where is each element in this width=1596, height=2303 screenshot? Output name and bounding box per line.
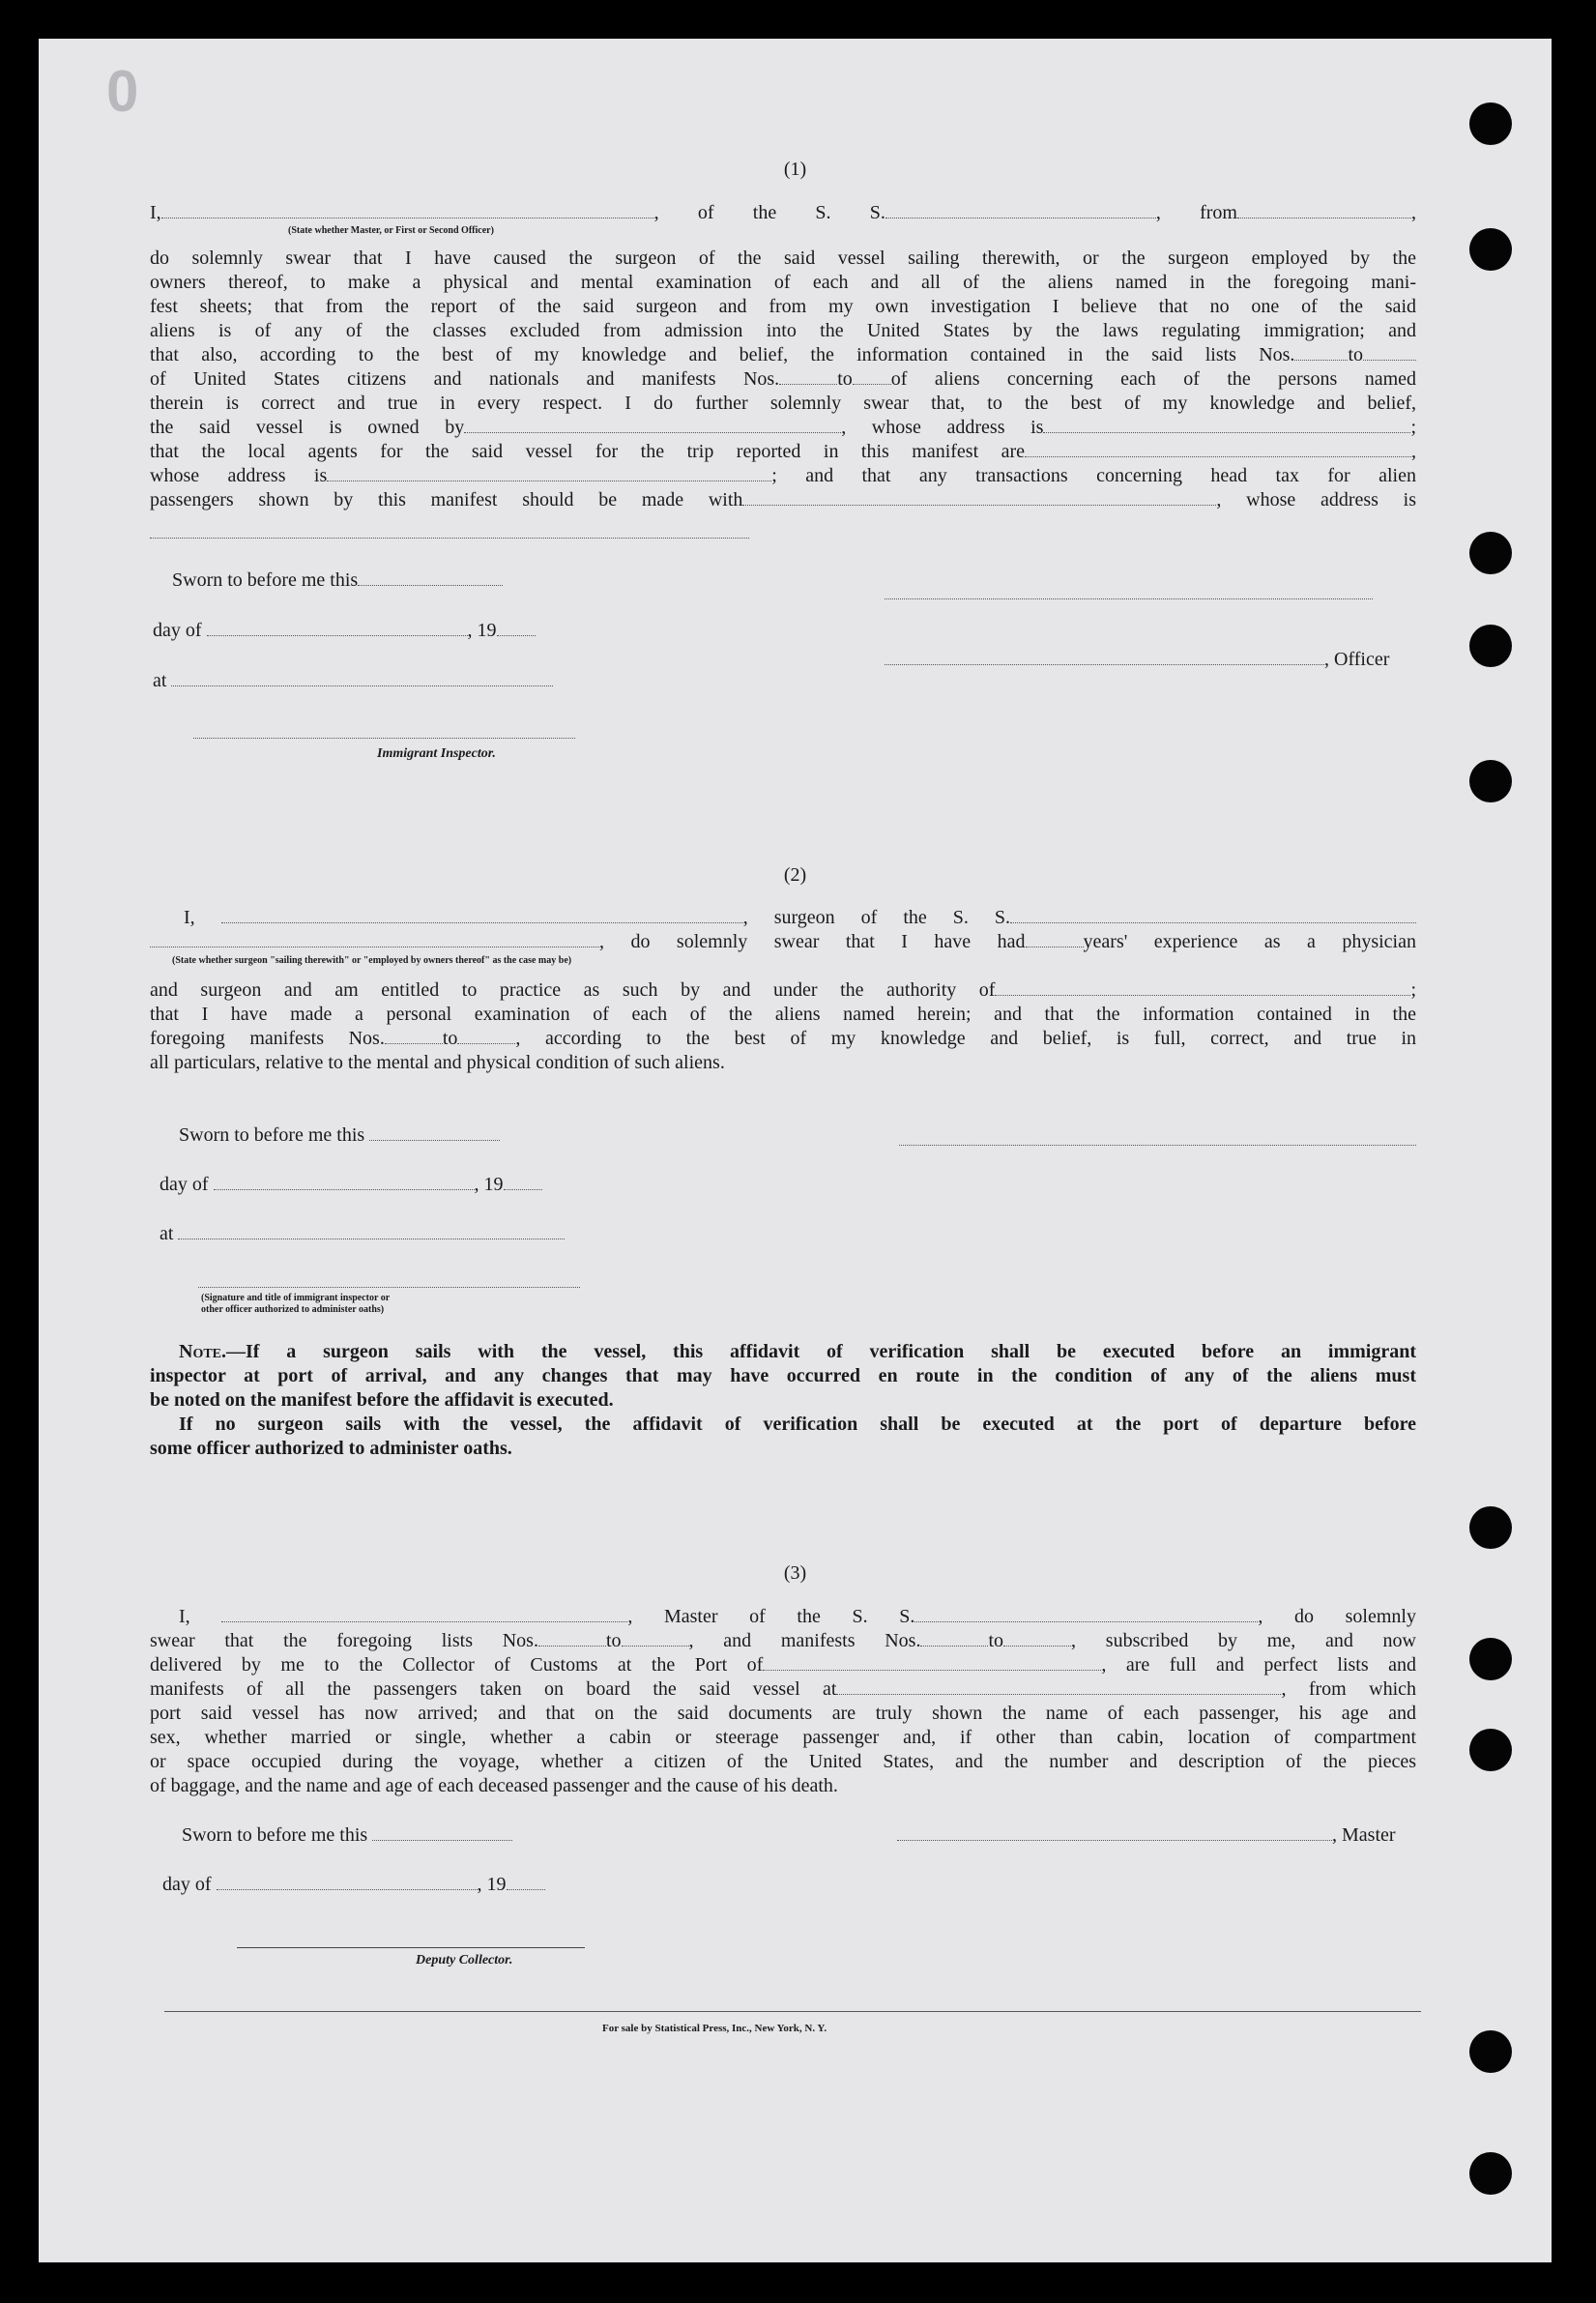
s1-line-1: I, , of the S. S. , from , (150, 202, 1416, 223)
punch-hole-icon (1469, 760, 1512, 802)
s2-line-5: foregoing manifests Nos. to , according to the best of my knowledge and belief, is full, correct, and true in (150, 1028, 1417, 1049)
s3-vessel-field[interactable] (914, 1606, 1258, 1622)
s2-at-field[interactable] (178, 1223, 565, 1239)
s3-lists-to-field[interactable] (622, 1630, 689, 1647)
s1-day-field[interactable] (207, 620, 468, 636)
owner-field[interactable] (464, 417, 841, 433)
s3-master: , Master (897, 1823, 1396, 1848)
deputy-collector-caption: Deputy Collector. (416, 1953, 513, 1968)
punch-hole-icon (1469, 1729, 1512, 1771)
years-experience-field[interactable] (1026, 931, 1084, 947)
master-name-field[interactable] (221, 1606, 627, 1622)
boarding-port-field[interactable] (836, 1678, 1281, 1695)
s2-signature-caption-1: (Signature and title of immigrant inspector or (201, 1293, 391, 1303)
manifests-from-field[interactable] (779, 368, 837, 385)
note-line-2: inspector at port of arrival, and any changes that may have occurred en route in the condition of any of the aliens must (150, 1365, 1416, 1386)
s1-line-2: do solemnly swear that I have caused the surgeon of the said vessel sailing therewith, or the surgeon employed by the (150, 248, 1416, 269)
s1-officer-signature-line-2[interactable] (885, 649, 1324, 665)
s2-vessel-field[interactable] (1010, 907, 1416, 923)
s1-officer-signature-line-1[interactable] (885, 598, 1373, 599)
surgeon-type-field[interactable] (150, 931, 599, 947)
punch-hole-icon (1469, 2152, 1512, 2195)
punch-hole-icon (1469, 532, 1512, 574)
s3-manifests-to-field[interactable] (1003, 1630, 1071, 1647)
s2-inspector-signature-line[interactable] (198, 1286, 580, 1288)
s1-line-11: whose address is ; and that any transactions concerning head tax for alien (150, 465, 1416, 486)
s3-collector-signature-line[interactable] (237, 1946, 585, 1948)
vessel-name-field[interactable] (885, 202, 1156, 219)
note-line-3: be noted on the manifest before the affidavit is executed. (150, 1389, 614, 1411)
manifests-to-field[interactable] (853, 368, 891, 385)
s1-at: at (153, 669, 553, 693)
s3-sworn: Sworn to before me this (182, 1823, 512, 1848)
s3-line-5: port said vessel has now arrived; and that on the said documents are truly shown the name of each passenger, his age and (150, 1703, 1416, 1724)
s2-day-field[interactable] (214, 1174, 475, 1190)
punch-hole-icon (1469, 2030, 1512, 2073)
lists-to-field[interactable] (1363, 344, 1416, 361)
bleed-through-mark: 0 (106, 59, 139, 124)
form-page (39, 39, 1552, 2262)
surgeon-name-field[interactable] (221, 907, 743, 923)
s1-line-8: therein is correct and true in every respect. I do further solemnly swear that, to the best of my knowledge and belief, (150, 393, 1416, 414)
s2-line-1: I, , surgeon of the S. S. (150, 906, 1416, 930)
s1-inspector-signature-line[interactable] (193, 737, 575, 739)
s1-line-7: of United States citizens and nationals and manifests Nos. to of aliens concerning each of the persons named (150, 368, 1417, 390)
s2-sworn: Sworn to before me this (179, 1123, 500, 1148)
s1-line-5: aliens is of any of the classes excluded from admission into the United States by the laws regulating immigration; and (150, 320, 1416, 341)
s2-line-2: , do solemnly swear that I have had years' experience as a physician (150, 930, 1416, 954)
head-tax-field[interactable] (742, 489, 1216, 506)
s2-manifests-to-field[interactable] (457, 1028, 515, 1044)
s2-line-4: that I have made a personal examination of each of the aliens named herein; and that the information contained in the (150, 1004, 1416, 1025)
note-line-5: some officer authorized to administer oaths. (150, 1438, 512, 1459)
s2-day-of: day of , 19 (160, 1173, 542, 1197)
s1-officer: , Officer (885, 648, 1389, 672)
punch-hole-icon (1469, 1638, 1512, 1680)
officer-field[interactable] (161, 202, 654, 219)
surgeon-type-hint: (State whether surgeon "sailing therewith" or "employed by owners thereof" as the case may be) (172, 955, 572, 966)
s1-at-field[interactable] (171, 670, 553, 686)
s2-line-6: all particulars, relative to the mental and physical condition of such aliens. (150, 1052, 725, 1073)
s3-day-field[interactable] (217, 1874, 478, 1890)
s3-line-7: or space occupied during the voyage, whether a citizen of the United States, and the number and description of the pieces (150, 1751, 1416, 1772)
s1-line-9: the said vessel is owned by , whose address is ; (150, 417, 1416, 438)
s1-line-3: owners thereof, to make a physical and mental examination of each and all of the aliens named in the foregoing mani- (150, 272, 1416, 293)
from-port-field[interactable] (1237, 202, 1411, 219)
owner-address-field[interactable] (1043, 417, 1410, 433)
head-tax-address-line[interactable] (150, 537, 749, 539)
note-line-1: Note.—If a surgeon sails with the vessel, this affidavit of verification shall be executed before an immigrant (179, 1341, 1416, 1362)
section-1-number: (1) (783, 159, 807, 180)
agent-address-field[interactable] (327, 465, 771, 481)
s3-line-4: manifests of all the passengers taken on board the said vessel at , from which (150, 1678, 1416, 1700)
s3-sworn-field[interactable] (372, 1824, 512, 1841)
s3-line-1: I, , Master of the S. S. , do solemnly (179, 1606, 1416, 1627)
s2-manifests-from-field[interactable] (385, 1028, 443, 1044)
s3-line-2: swear that the foregoing lists Nos. to , and manifests Nos. to , subscribed by me, and now (150, 1630, 1417, 1651)
s3-lists-from-field[interactable] (538, 1630, 606, 1647)
lists-from-field[interactable] (1294, 344, 1348, 361)
s3-line-3: delivered by me to the Collector of Customs at the Port of , are full and perfect lists and (150, 1654, 1416, 1676)
s1-line-6: that also, according to the best of my knowledge and belief, the information contained in the said lists Nos. to (150, 343, 1416, 367)
s2-sworn-field[interactable] (369, 1124, 500, 1141)
s3-line-6: sex, whether married or single, whether a cabin or steerage passenger and, if other than cabin, location of compartment (150, 1727, 1416, 1748)
s2-year-field[interactable] (504, 1174, 542, 1190)
s1-line-10: that the local agents for the said vessel for the trip reported in this manifest are , (150, 441, 1416, 462)
immigrant-inspector-caption: Immigrant Inspector. (377, 746, 496, 761)
local-agents-field[interactable] (1025, 441, 1411, 457)
s2-line-3: and surgeon and am entitled to practice as such by and under the authority of ; (150, 979, 1416, 1001)
s3-master-signature-line[interactable] (897, 1824, 1332, 1841)
s3-year-field[interactable] (507, 1874, 545, 1890)
officer-hint: (State whether Master, or First or Second Officer) (288, 225, 494, 236)
punch-hole-icon (1469, 228, 1512, 271)
s1-year-field[interactable] (497, 620, 536, 636)
s1-sworn-field[interactable] (358, 569, 503, 586)
s3-day-of: day of , 19 (162, 1873, 545, 1897)
footer-text: For sale by Statistical Press, Inc., New York, N. Y. (602, 2023, 827, 2034)
note-line-4: If no surgeon sails with the vessel, the affidavit of verification shall be executed at the port of departure before (179, 1414, 1416, 1435)
section-3-number: (3) (783, 1562, 807, 1584)
s3-line-8: of baggage, and the name and age of each deceased passenger and the cause of his death. (150, 1775, 838, 1796)
s2-surgeon-signature-line[interactable] (899, 1144, 1416, 1146)
section-2-number: (2) (783, 864, 807, 886)
port-field[interactable] (763, 1654, 1101, 1671)
footer-rule (164, 2011, 1421, 2012)
punch-hole-icon (1469, 102, 1512, 145)
s1-sworn: Sworn to before me this (172, 568, 503, 593)
punch-hole-icon (1469, 1506, 1512, 1549)
s1-day-of: day of , 19 (153, 619, 536, 643)
punch-hole-icon (1469, 625, 1512, 667)
s2-signature-caption-2: other officer authorized to administer oaths) (201, 1304, 385, 1315)
s1-line-4: fest sheets; that from the report of the said surgeon and from my own investigation I believe that no one of the said (150, 296, 1416, 317)
authority-field[interactable] (995, 979, 1410, 996)
s2-at: at (160, 1222, 565, 1246)
s1-line-12: passengers shown by this manifest should be made with , whose address is (150, 489, 1416, 510)
s3-manifests-from-field[interactable] (920, 1630, 988, 1647)
